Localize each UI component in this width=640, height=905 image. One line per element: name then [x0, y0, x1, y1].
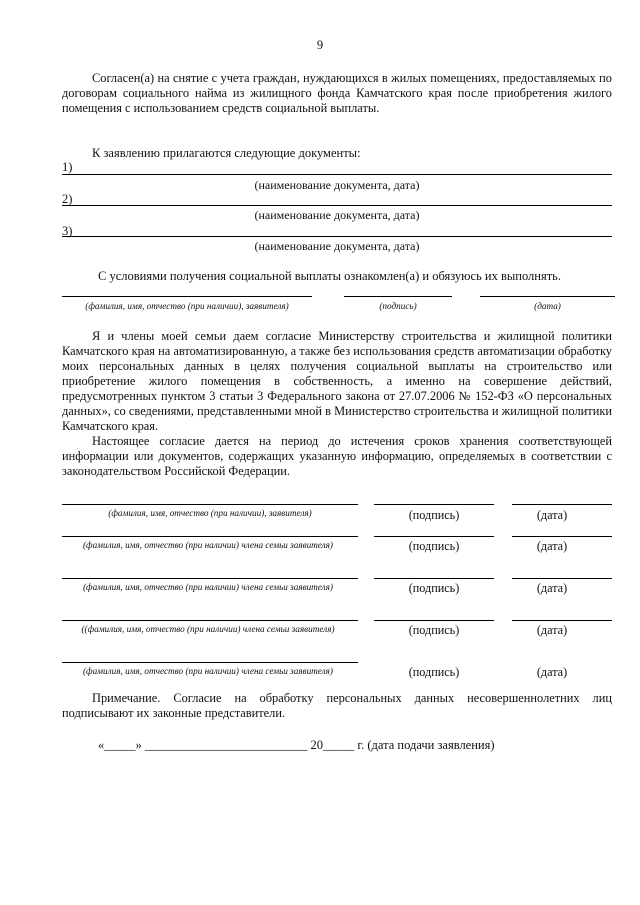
document-number: 3) [62, 224, 73, 238]
consent-removal-paragraph [62, 71, 612, 116]
date-label: (дата) [536, 508, 568, 522]
name-caption: (фамилия, имя, отчество (при наличии) члена семьи заявителя) [82, 666, 333, 676]
name-input-line[interactable] [62, 578, 358, 579]
signature-label: (подпись) [408, 581, 460, 595]
document-number: 1) [62, 160, 73, 174]
name-caption: (фамилия, имя, отчество (при наличии), заявителя) [85, 301, 289, 311]
name-input-line[interactable] [62, 504, 358, 505]
document-number: 2) [62, 192, 73, 206]
signature-label: (подпись) [408, 539, 460, 553]
document-input-line[interactable] [62, 174, 612, 175]
name-input-line[interactable] [62, 662, 358, 663]
date-label: (дата) [536, 581, 568, 595]
signature-label: (подпись) [408, 665, 460, 679]
signature-input-line[interactable] [374, 620, 494, 621]
conditions-statement: С условиями получения социальной выплаты ознакомлен(а) и обязуюсь их выполнять. [98, 269, 561, 283]
name-input-line[interactable] [62, 296, 312, 297]
name-caption: (фамилия, имя, отчество (при наличии), заявителя) [108, 508, 312, 518]
personal-data-consent [62, 329, 612, 479]
signature-input-line[interactable] [344, 296, 452, 297]
consent-period-text: Настоящее согласие дается на период до истечения сроков хранения соответствующей информации или документов, содержащих указанную информацию, определяемых в соответствии с законодательством Российской Федерации. [62, 434, 612, 478]
signature-caption: (подпись) [379, 301, 417, 311]
name-caption: (фамилия, имя, отчество (при наличии) члена семьи заявителя) [82, 540, 333, 550]
date-label: (дата) [536, 539, 568, 553]
date-input-line[interactable] [512, 536, 612, 537]
signature-label: (подпись) [408, 623, 460, 637]
name-input-line[interactable] [62, 620, 358, 621]
date-input-line[interactable] [512, 504, 612, 505]
documents-intro: К заявлению прилагаются следующие документы: [92, 146, 361, 160]
note-paragraph [62, 691, 612, 721]
date-input-line[interactable] [512, 578, 612, 579]
date-label: (дата) [536, 623, 568, 637]
consent-removal-text: Согласен(а) на снятие с учета граждан, нуждающихся в жилых помещениях, предоставляемых по договорам социального найма из жилищного фонда Камчатского края после приобретения жилого помещения с использованием средств социальной выплаты. [62, 71, 612, 115]
signature-input-line[interactable] [374, 578, 494, 579]
signature-input-line[interactable] [374, 536, 494, 537]
date-input-line[interactable] [480, 296, 615, 297]
submission-date-line[interactable]: «_____» __________________________ 20_____ г. (дата подачи заявления) [98, 738, 495, 752]
name-caption: ((фамилия, имя, отчество (при наличии) члена семьи заявителя) [81, 624, 335, 634]
signature-input-line[interactable] [374, 504, 494, 505]
document-input-line[interactable] [62, 205, 612, 206]
name-input-line[interactable] [62, 536, 358, 537]
date-input-line[interactable] [512, 620, 612, 621]
document-caption: (наименование документа, дата) [254, 208, 420, 222]
date-label: (дата) [536, 665, 568, 679]
document-input-line[interactable] [62, 236, 612, 237]
note-text: Примечание. Согласие на обработку персональных данных несовершеннолетних лиц подписывают их законные представители. [62, 691, 612, 720]
page-number: 9 [316, 38, 324, 52]
date-caption: (дата) [534, 301, 561, 311]
personal-data-consent-text: Я и члены моей семьи даем согласие Министерству строительства и жилищной политики Камчатского края на автоматизированную, а также без использования средств автоматизации обработку моих персональных данных в целях получения социальной выплаты на строительство или приобретение жилого помещения в собственность, а именно на совершение действий, предусмотренных пунктом 3 статьи 3 Федерального закона от 27.07.2006 № 152-ФЗ «О персональных данных», со сведениями, представленными мной в Министерство строительства и жилищной политики Камчатского края. [62, 329, 612, 433]
signature-label: (подпись) [408, 508, 460, 522]
name-caption: (фамилия, имя, отчество (при наличии) члена семьи заявителя) [82, 582, 333, 592]
document-caption: (наименование документа, дата) [254, 239, 420, 253]
document-caption: (наименование документа, дата) [254, 178, 420, 192]
